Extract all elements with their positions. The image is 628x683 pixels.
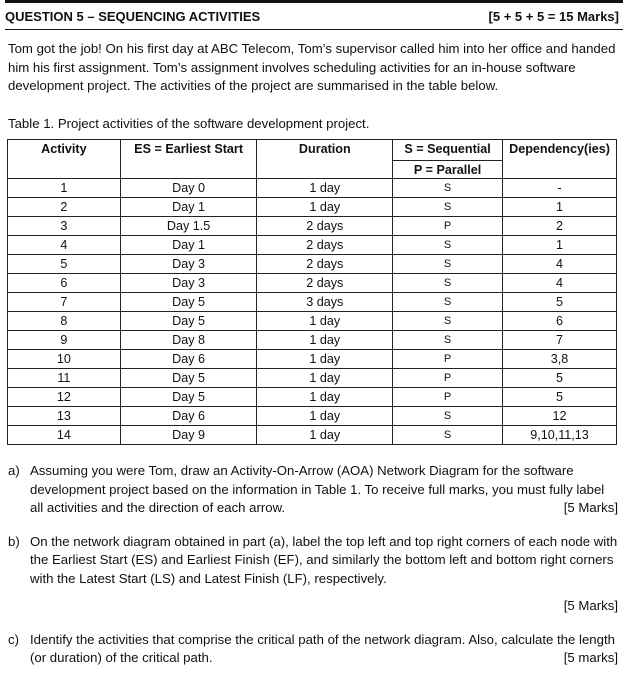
cell-dependency: 9,10,11,13 [503, 426, 617, 445]
cell-earliest-start: Day 1 [120, 198, 257, 217]
cell-dependency: 4 [503, 274, 617, 293]
table-row [8, 407, 617, 426]
cell-duration: 1 day [257, 350, 393, 369]
cell-earliest-start: Day 6 [120, 350, 257, 369]
cell-duration: 1 day [257, 388, 393, 407]
cell-dependency: 7 [503, 331, 617, 350]
question-text: Assuming you were Tom, draw an Activity-On-Arrow (AOA) Network Diagram for the software development project based on the information in Table 1. To receive full marks, you must fully label all activities and the direction of each arrow. [30, 463, 605, 515]
cell-activity: 11 [8, 369, 121, 388]
question-header [5, 0, 623, 30]
cell-duration: 2 days [257, 255, 393, 274]
cell-duration: 2 days [257, 217, 393, 236]
activities-table [7, 139, 617, 445]
cell-duration: 3 days [257, 293, 393, 312]
cell-type: S [393, 236, 503, 255]
cell-earliest-start: Day 8 [120, 331, 257, 350]
question-text: On the network diagram obtained in part (a), label the top left and top right corners of each node with the Earliest Start (ES) and Earliest Finish (EF), and similarly the bottom left and bottom right corners with the Latest Start (LS) and Latest Finish (LF), respectively. [30, 533, 618, 586]
cell-activity: 9 [8, 331, 121, 350]
cell-type: P [393, 369, 503, 388]
question-marks: [5 + 5 + 5 = 15 Marks] [488, 8, 619, 24]
question-title: QUESTION 5 – SEQUENCING ACTIVITIES [5, 8, 261, 24]
cell-type: S [393, 331, 503, 350]
cell-type: S [393, 293, 503, 312]
cell-activity: 2 [8, 198, 121, 217]
cell-activity: 1 [8, 179, 121, 198]
question-b [8, 533, 618, 616]
question-label: c) [8, 631, 19, 647]
header-dependencies: Dependency(ies) [503, 140, 617, 179]
cell-activity: 5 [8, 255, 121, 274]
table-row [8, 179, 617, 198]
table-row [8, 274, 617, 293]
cell-earliest-start: Day 6 [120, 407, 257, 426]
cell-earliest-start: Day 5 [120, 312, 257, 331]
cell-type: S [393, 426, 503, 445]
cell-earliest-start: Day 5 [120, 293, 257, 312]
cell-duration: 1 day [257, 198, 393, 217]
cell-dependency: 5 [503, 293, 617, 312]
cell-activity: 14 [8, 426, 121, 445]
header-duration: Duration [257, 140, 393, 179]
cell-duration: 1 day [257, 331, 393, 350]
cell-activity: 12 [8, 388, 121, 407]
cell-dependency: 5 [503, 369, 617, 388]
cell-dependency: - [503, 179, 617, 198]
table-row [8, 312, 617, 331]
cell-dependency: 1 [503, 198, 617, 217]
table-row [8, 217, 617, 236]
cell-dependency: 6 [503, 312, 617, 331]
cell-type: S [393, 179, 503, 198]
table-row [8, 331, 617, 350]
cell-duration: 1 day [257, 312, 393, 331]
cell-activity: 13 [8, 407, 121, 426]
cell-earliest-start: Day 0 [120, 179, 257, 198]
cell-earliest-start: Day 5 [120, 388, 257, 407]
cell-duration: 1 day [257, 369, 393, 388]
cell-type: P [393, 388, 503, 407]
table-row [8, 350, 617, 369]
cell-duration: 2 days [257, 274, 393, 293]
cell-activity: 8 [8, 312, 121, 331]
cell-type: S [393, 407, 503, 426]
cell-duration: 2 days [257, 236, 393, 255]
question-c [8, 631, 618, 668]
cell-type: S [393, 255, 503, 274]
cell-duration: 1 day [257, 426, 393, 445]
cell-type: S [393, 274, 503, 293]
table-row [8, 293, 617, 312]
cell-dependency: 1 [503, 236, 617, 255]
cell-earliest-start: Day 3 [120, 255, 257, 274]
header-parallel: P = Parallel [393, 161, 503, 179]
questions-list [8, 462, 618, 683]
cell-dependency: 5 [503, 388, 617, 407]
cell-type: P [393, 217, 503, 236]
cell-activity: 7 [8, 293, 121, 312]
question-label: b) [8, 533, 20, 549]
cell-type: S [393, 198, 503, 217]
cell-duration: 1 day [257, 407, 393, 426]
cell-duration: 1 day [257, 179, 393, 198]
cell-type: S [393, 312, 503, 331]
table-row [8, 198, 617, 217]
table-row [8, 255, 617, 274]
table-row [8, 236, 617, 255]
header-activity: Activity [8, 140, 121, 179]
cell-earliest-start: Day 5 [120, 369, 257, 388]
cell-dependency: 2 [503, 217, 617, 236]
question-label: a) [8, 463, 20, 478]
table-row [8, 388, 617, 407]
header-earliest-start: ES = Earliest Start [120, 140, 257, 179]
cell-dependency: 3,8 [503, 350, 617, 369]
activities-table-body [8, 179, 617, 445]
question-a [8, 462, 618, 518]
table-row [8, 426, 617, 445]
question-text: Identify the activities that comprise the critical path of the network diagram. Also, calculate the length (or duration) of the critical path. [30, 631, 615, 665]
cell-dependency: 4 [503, 255, 617, 274]
cell-earliest-start: Day 3 [120, 274, 257, 293]
cell-activity: 10 [8, 350, 121, 369]
header-sequential: S = Sequential [393, 140, 503, 161]
question-marks: [5 marks] [563, 650, 618, 665]
table-caption: Table 1. Project activities of the software development project. [8, 116, 370, 131]
cell-earliest-start: Day 1 [120, 236, 257, 255]
table-row [8, 369, 617, 388]
cell-activity: 3 [8, 217, 121, 236]
cell-activity: 4 [8, 236, 121, 255]
cell-activity: 6 [8, 274, 121, 293]
cell-type: P [393, 350, 503, 369]
cell-earliest-start: Day 9 [120, 426, 257, 445]
question-marks: [5 Marks] [563, 500, 618, 515]
question-marks: [5 Marks] [563, 598, 618, 613]
cell-earliest-start: Day 1.5 [120, 217, 257, 236]
intro-paragraph: Tom got the job! On his first day at ABC Telecom, Tom’s supervisor called him into her office and handed him his first assignment. Tom’s assignment involves scheduling activities for an in-house software development project. The activities of the project are summarised in the table below. [8, 41, 616, 93]
cell-dependency: 12 [503, 407, 617, 426]
